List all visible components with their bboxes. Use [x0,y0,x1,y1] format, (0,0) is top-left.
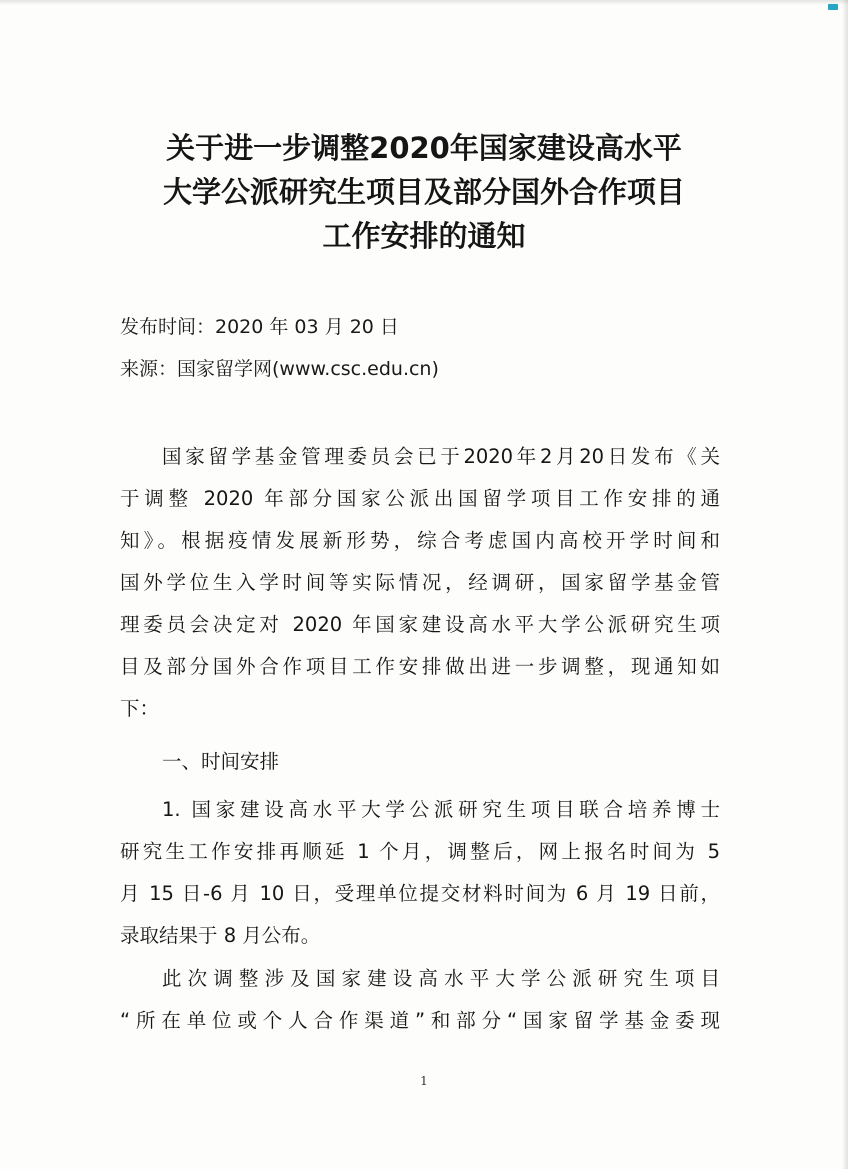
title-line: 工作安排的通知 [322,219,526,253]
corner-mark [828,4,838,10]
paragraph-line: 理委员会决定对 2020 年国家建设高水平大学公派研究生项 [120,613,720,636]
source-line: 来源：国家留学网(www.csc.edu.cn) [120,358,439,380]
paragraph-line: 下： [120,697,160,720]
document-title [80,126,768,258]
paragraph-1 [120,436,720,730]
item-line: 研究生工作安排再顺延 1 个月，调整后，网上报名时间为 5 [120,840,720,863]
title-line: 大学公派研究生项目及部分国外合作项目 [162,175,685,209]
item-line: 月 15 日-6 月 10 日，受理单位提交材料时间为 6 月 19 日前， [120,882,720,905]
scan-edge-top [0,0,848,5]
paragraph-line: 知》。根据疫情发展新形势，综合考虑国内高校开学时间和 [120,529,720,552]
paragraph-line: “所在单位或个人合作渠道”和部分“国家留学基金委现 [120,1009,720,1032]
publish-date: 发布时间：2020 年 03 月 20 日 [120,316,399,338]
paragraph-line: 于调整 2020 年部分国家公派出国留学项目工作安排的通 [120,487,720,510]
paragraph-line: 此次调整涉及国家建设高水平大学公派研究生项目 [162,967,720,990]
paragraph-2 [120,958,720,1042]
title-line: 关于进一步调整2020年国家建设高水平 [166,131,682,165]
item-1 [120,789,720,957]
item-line: 录取结果于 8 月公布。 [120,924,321,947]
section-heading-text: 一、时间安排 [162,750,280,773]
scan-edge-right [842,0,848,1169]
paragraph-line: 国家留学基金管理委员会已于2020年2月20日发布《关 [162,445,720,468]
page-number: 1 [420,1074,428,1088]
item-line: 1. 国家建设高水平大学公派研究生项目联合培养博士 [162,798,720,821]
paragraph-line: 目及部分国外合作项目工作安排做出进一步调整，现通知如 [120,655,720,678]
section-heading [120,741,720,783]
paragraph-line: 国外学位生入学时间等实际情况，经调研，国家留学基金管 [120,571,720,594]
